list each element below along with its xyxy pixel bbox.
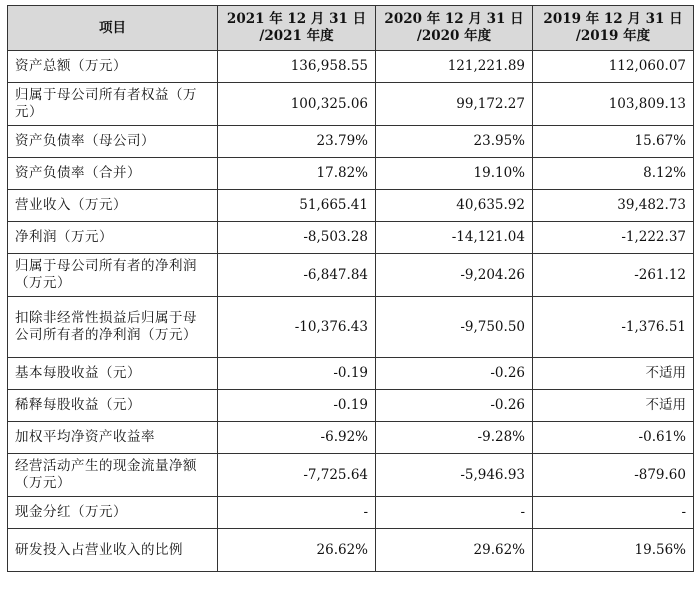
row-label: 营业收入（万元） — [8, 190, 218, 222]
value-2020: -9,204.26 — [376, 254, 533, 297]
value-2021: - — [218, 497, 376, 529]
value-2019: -1,376.51 — [533, 297, 694, 358]
row-label: 扣除非经常性损益后归属于母公司所有者的净利润（万元） — [8, 297, 218, 358]
value-2021: -0.19 — [218, 358, 376, 390]
row-label: 现金分红（万元） — [8, 497, 218, 529]
value-2020: - — [376, 497, 533, 529]
row-label: 经营活动产生的现金流量净额（万元） — [8, 454, 218, 497]
table-row — [8, 254, 694, 297]
row-label: 资产负债率（母公司） — [8, 126, 218, 158]
value-2021: -6,847.84 — [218, 254, 376, 297]
table-row — [8, 390, 694, 422]
table-row — [8, 190, 694, 222]
row-label: 资产总额（万元） — [8, 51, 218, 83]
value-2021: -6.92% — [218, 422, 376, 454]
table-row — [8, 358, 694, 390]
value-2019: 15.67% — [533, 126, 694, 158]
value-2021: -0.19 — [218, 390, 376, 422]
value-2021: -8,503.28 — [218, 222, 376, 254]
table-row — [8, 297, 694, 358]
row-label: 归属于母公司所有者的净利润（万元） — [8, 254, 218, 297]
value-2021: 51,665.41 — [218, 190, 376, 222]
table-row — [8, 83, 694, 126]
value-2019: - — [533, 497, 694, 529]
table-row — [8, 126, 694, 158]
value-2021: 23.79% — [218, 126, 376, 158]
value-2021: 100,325.06 — [218, 83, 376, 126]
header-2020: 2020 年 12 月 31 日 /2020 年度 — [376, 6, 533, 51]
value-2019: 103,809.13 — [533, 83, 694, 126]
value-2019: 39,482.73 — [533, 190, 694, 222]
value-2019: 不适用 — [533, 390, 694, 422]
value-2021: -10,376.43 — [218, 297, 376, 358]
value-2019: -0.61% — [533, 422, 694, 454]
row-label: 资产负债率（合并） — [8, 158, 218, 190]
value-2020: -9.28% — [376, 422, 533, 454]
value-2021: 26.62% — [218, 529, 376, 572]
row-label: 净利润（万元） — [8, 222, 218, 254]
value-2020: 99,172.27 — [376, 83, 533, 126]
value-2020: -14,121.04 — [376, 222, 533, 254]
financial-table-container — [7, 5, 694, 572]
value-2019: -261.12 — [533, 254, 694, 297]
table-row — [8, 497, 694, 529]
table-row — [8, 454, 694, 497]
value-2020: 19.10% — [376, 158, 533, 190]
value-2020: 40,635.92 — [376, 190, 533, 222]
value-2020: -5,946.93 — [376, 454, 533, 497]
row-label: 加权平均净资产收益率 — [8, 422, 218, 454]
row-label: 研发投入占营业收入的比例 — [8, 529, 218, 572]
value-2019: 112,060.07 — [533, 51, 694, 83]
value-2020: 29.62% — [376, 529, 533, 572]
header-item: 项目 — [8, 6, 218, 51]
header-row — [8, 6, 694, 51]
value-2021: -7,725.64 — [218, 454, 376, 497]
header-2019: 2019 年 12 月 31 日 /2019 年度 — [533, 6, 694, 51]
header-2021: 2021 年 12 月 31 日 /2021 年度 — [218, 6, 376, 51]
row-label: 归属于母公司所有者权益（万元） — [8, 83, 218, 126]
value-2020: -0.26 — [376, 390, 533, 422]
row-label: 稀释每股收益（元） — [8, 390, 218, 422]
row-label: 基本每股收益（元） — [8, 358, 218, 390]
table-row — [8, 422, 694, 454]
financial-summary-table — [7, 5, 694, 572]
value-2019: 8.12% — [533, 158, 694, 190]
value-2019: -1,222.37 — [533, 222, 694, 254]
value-2019: 不适用 — [533, 358, 694, 390]
value-2021: 136,958.55 — [218, 51, 376, 83]
value-2021: 17.82% — [218, 158, 376, 190]
value-2020: 121,221.89 — [376, 51, 533, 83]
value-2019: 19.56% — [533, 529, 694, 572]
table-row — [8, 158, 694, 190]
value-2020: -0.26 — [376, 358, 533, 390]
value-2020: -9,750.50 — [376, 297, 533, 358]
table-row — [8, 529, 694, 572]
value-2020: 23.95% — [376, 126, 533, 158]
table-row — [8, 51, 694, 83]
table-row — [8, 222, 694, 254]
value-2019: -879.60 — [533, 454, 694, 497]
